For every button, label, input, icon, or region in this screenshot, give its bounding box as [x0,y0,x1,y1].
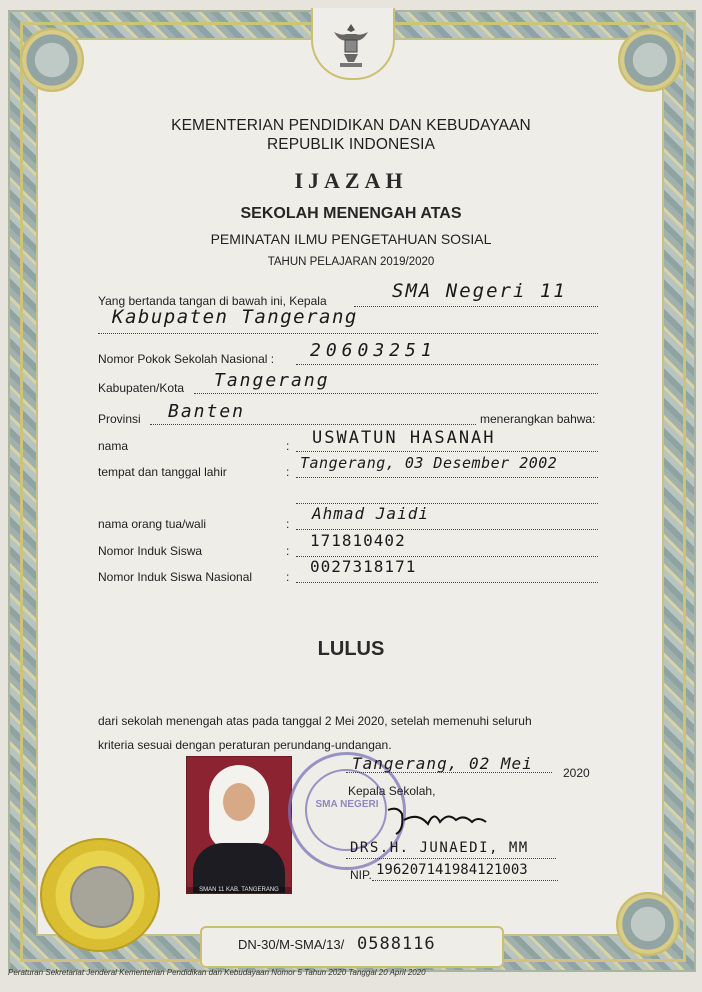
dotted-line [194,393,598,394]
npsn-value: 20603251 [310,340,437,361]
corner-ornament-bottom-right [616,892,680,956]
ministry-heading [0,116,702,154]
dotted-line [346,772,552,773]
ttl-label: tempat dan tanggal lahir [98,465,227,479]
nisn-value: 0027318171 [310,557,417,576]
signature-scribble-icon [378,800,498,842]
school-level: SEKOLAH MENENGAH ATAS [240,205,462,222]
provinsi-value: Banten [168,401,246,422]
document-title: IJAZAH [294,168,408,193]
corner-ornament-top-right [618,28,682,92]
dotted-line [296,364,598,365]
dotted-line [354,306,598,307]
intro-label: Yang bertanda tangan di bawah ini, Kepala [98,294,327,308]
colon: : [286,465,290,479]
dotted-line [150,424,476,425]
dotted-line [346,858,556,859]
provinsi-label: Provinsi [98,412,141,426]
kabupaten-label: Kabupaten/Kota [98,381,185,395]
nis-value: 171810402 [310,531,406,550]
nip-label: NIP. [350,868,372,882]
ministry-line-2: REPUBLIK INDONESIA [266,136,436,153]
colon: : [286,517,290,531]
nisn-label: Nomor Induk Siswa Nasional [98,570,253,584]
dotted-line [296,477,598,478]
nama-label: nama [98,439,129,453]
npsn-label: Nomor Pokok Sekolah Nasional : [98,352,275,366]
school-region-value: Kabupaten Tangerang [112,306,358,328]
student-photo [186,756,292,894]
ortu-label: nama orang tua/wali [98,517,207,531]
corner-ornament-top-left [20,28,84,92]
dotted-line [296,451,598,452]
dotted-line [372,880,558,881]
nip-value: 196207141984121003 [376,862,528,878]
nis-label: Nomor Induk Siswa [98,544,203,558]
serial-number: 0588116 [357,934,436,954]
sign-year: 2020 [563,766,590,780]
kabupaten-value: Tangerang [214,370,330,391]
ministry-line-1: KEMENTERIAN PENDIDIKAN DAN KEBUDAYAAN [171,117,531,134]
principal-name: DRS.H. JUNAEDI, MM [350,840,529,856]
hologram-seal [40,838,160,952]
colon: : [286,570,290,584]
dotted-line [98,333,598,334]
stamp-text: SMA NEGERI [315,799,379,810]
colon: : [286,544,290,558]
menerangkan-label: menerangkan bahwa: [480,412,596,426]
colon: : [286,439,290,453]
ortu-value: Ahmad Jaidi [312,504,429,523]
photo-caption: SMAN 11 KAB. TANGERANG [187,887,291,893]
statement-line-1: dari sekolah menengah atas pada tanggal 2 Mei 2020, setelah memenuhi seluruh [98,714,532,728]
serial-label: DN-30/M-SMA/13/ [238,937,345,952]
dotted-line [296,529,598,530]
result-status: LULUS [317,638,385,660]
ttl-value: Tangerang, 03 Desember 2002 [300,454,558,472]
school-name-value: SMA Negeri 11 [392,280,567,302]
peminatan: PEMINATAN ILMU PENGETAHUAN SOSIAL [210,231,492,247]
regulation-footer: Peraturan Sekretariat Jenderal Kementerian Pendidikan dan Kebudayaan Nomor 5 Tahun 2020 Tanggal 20 April 2020 [8,968,426,977]
dotted-line [296,582,598,583]
sign-place-date: Tangerang, 02 Mei [352,754,533,773]
statement-line-2: kriteria sesuai dengan peraturan perundang-undangan. [98,738,392,752]
nama-value: USWATUN HASANAH [312,428,496,448]
sign-role: Kepala Sekolah, [348,784,436,798]
academic-year: TAHUN PELAJARAN 2019/2020 [267,256,435,268]
